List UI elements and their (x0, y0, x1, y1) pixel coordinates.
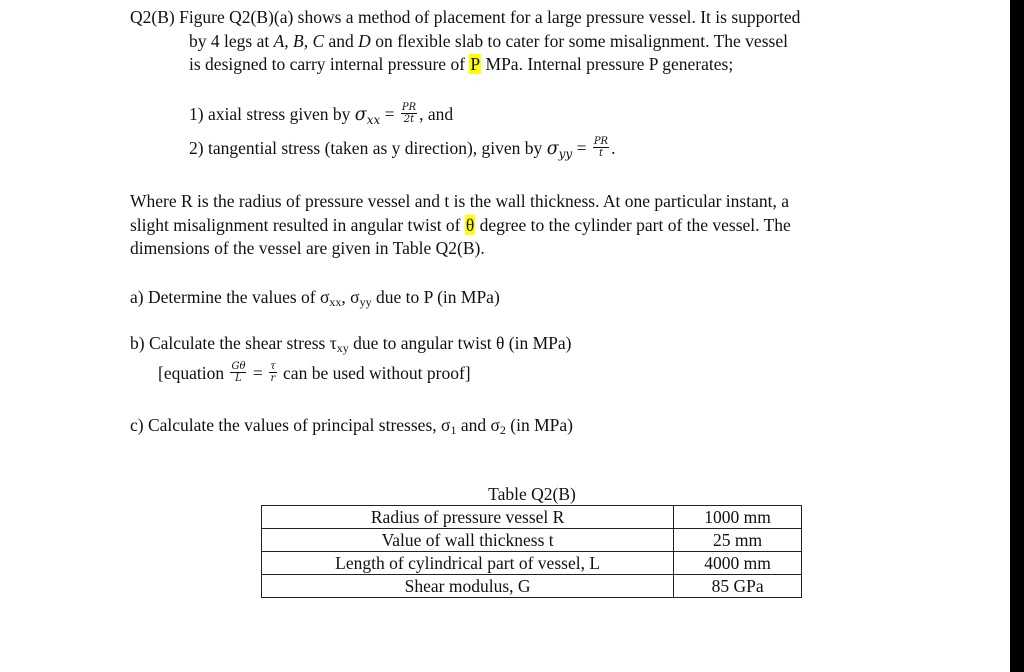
fraction-numerator: PR (593, 136, 609, 148)
question-line-3 (189, 53, 733, 75)
table-row (262, 575, 802, 598)
part-a-mid: , σ (341, 287, 360, 307)
fraction-denominator: L (235, 373, 242, 385)
equals-sign: = (248, 363, 268, 383)
legs-label: A, B, C (273, 31, 325, 51)
sigma-symbol: σ (354, 105, 367, 125)
part-c-post: (in MPa) (505, 415, 573, 435)
leg-d-label: D (358, 31, 371, 51)
fraction-numerator: PR (401, 102, 417, 114)
where-text-2b: degree to the cylinder part of the vessel. The (475, 215, 791, 235)
table-value-cell: 85 GPa (674, 575, 802, 598)
table-label-cell: Shear modulus, G (262, 575, 674, 598)
part-a-line (130, 286, 500, 313)
where-line-2 (130, 214, 791, 236)
table-label-cell: Length of cylindrical part of vessel, L (262, 552, 674, 575)
sigma-subscript: yy (558, 147, 573, 161)
part-c-sub-1: 1 (450, 423, 457, 437)
where-line-1 (130, 190, 789, 212)
question-line-1 (130, 6, 800, 28)
table-row (262, 506, 802, 529)
sigma-symbol: σ (546, 139, 559, 159)
axial-stress-item (189, 103, 453, 131)
question-text-3b: MPa. Internal pressure P generates; (481, 54, 734, 74)
dimensions-table (261, 505, 802, 598)
question-text-2c: on flexible slab to cater for some misalignment. The vessel (370, 31, 788, 51)
equation-prefix: [equation (158, 363, 229, 383)
axial-stress-text: 1) axial stress given by (189, 104, 355, 124)
table-row (262, 552, 802, 575)
equals-sign: = (380, 104, 399, 124)
table-caption: Table Q2(B) (488, 484, 576, 504)
table-value-cell: 4000 mm (674, 552, 802, 575)
tau-fraction (269, 361, 277, 384)
part-b-line-1 (130, 332, 572, 359)
fraction-denominator: t (598, 148, 603, 160)
fraction-numerator: Gθ (231, 361, 246, 373)
table-value-cell: 25 mm (674, 529, 802, 552)
where-text-2a: slight misalignment resulted in angular twist of (130, 215, 465, 235)
fraction-denominator: r (270, 373, 276, 385)
axial-fraction (401, 102, 417, 125)
equation-suffix: can be used without proof] (278, 363, 471, 383)
table-label-cell: Value of wall thickness t (262, 529, 674, 552)
part-c-mid: and σ (456, 415, 500, 435)
equals-sign: = (572, 138, 591, 158)
part-c-text: c) Calculate the values of principal stresses, σ (130, 415, 451, 435)
question-text-2a: by 4 legs at (189, 31, 274, 51)
table-label-cell: Radius of pressure vessel R (262, 506, 674, 529)
part-b-sub-xy: xy (336, 341, 349, 355)
where-line-3 (130, 237, 485, 259)
sigma-subscript: xx (366, 113, 381, 127)
part-c-line (130, 414, 573, 441)
question-text-2b: and (324, 31, 359, 51)
tangential-stress-text: 2) tangential stress (taken as y direction), given by (189, 138, 547, 158)
tangential-fraction (593, 136, 609, 159)
g-theta-fraction (230, 361, 246, 384)
tangential-suffix: . (611, 138, 616, 158)
part-b-text: b) Calculate the shear stress τ (130, 333, 337, 353)
part-a-sub-xx: xx (329, 295, 342, 309)
axial-suffix: , and (419, 104, 454, 124)
part-b-post: due to angular twist θ (in MPa) (348, 333, 572, 353)
question-line-2 (189, 30, 788, 52)
table-row (262, 529, 802, 552)
part-b-equation (158, 362, 471, 386)
question-text-1: Q2(B) Figure Q2(B)(a) shows a method of placement for a large pressure vessel. It is supported (130, 7, 801, 27)
highlighted-p: P (470, 54, 481, 74)
part-c-sub-2: 2 (499, 423, 506, 437)
part-a-sub-yy: yy (359, 295, 372, 309)
where-text-1: Where R is the radius of pressure vessel and t is the wall thickness. At one particular instant, a (130, 191, 789, 211)
part-a-post: due to P (in MPa) (371, 287, 500, 307)
fraction-denominator: 2t (403, 114, 415, 126)
question-text-3a: is designed to carry internal pressure of (189, 54, 470, 74)
part-a-text: a) Determine the values of σ (130, 287, 330, 307)
tangential-stress-item (189, 137, 615, 165)
table-value-cell: 1000 mm (674, 506, 802, 529)
highlighted-theta: θ (465, 215, 475, 235)
where-text-3: dimensions of the vessel are given in Table Q2(B). (130, 238, 485, 258)
fraction-numerator: τ (270, 361, 276, 373)
